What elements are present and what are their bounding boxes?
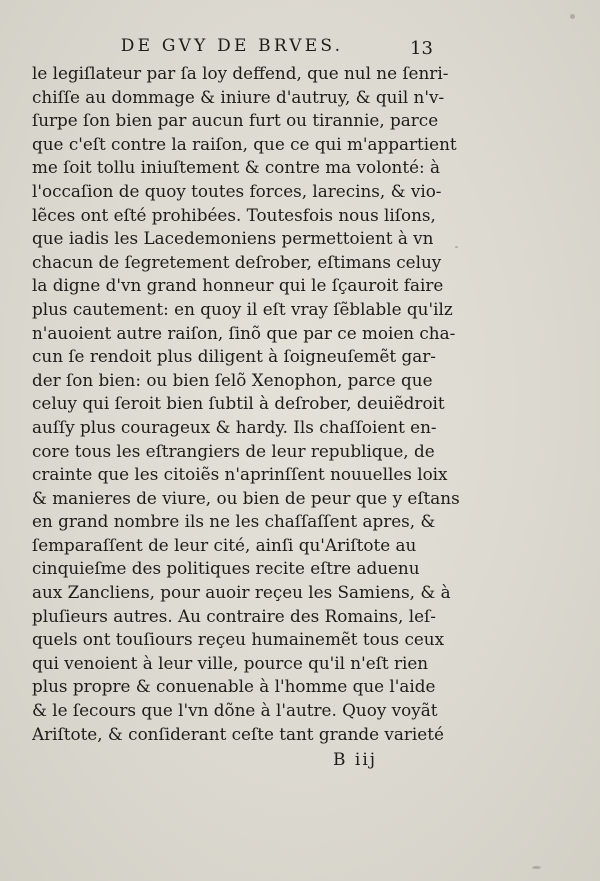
text-line: que c'eſt contre la raiſon, que ce qui m'appartient (32, 133, 457, 154)
text-line: plus cautement: en quoy il eſt vray ſẽblable qu'ilz (32, 298, 453, 319)
text-line: chacun de ſegretement deſrober, eſtimans celuy (32, 251, 442, 272)
text-line: que iadis les Lacedemoniens permettoient à vn (32, 228, 434, 249)
text-line: plus propre & conuenable à l'homme que l'aide (32, 676, 436, 697)
page-number: 13 (410, 38, 433, 59)
text-line: qui venoient à leur ville, pource qu'il n'eſt rien (32, 652, 429, 673)
text-line: crainte que les citoiẽs n'aprinſſent nouuelles loix (32, 464, 448, 485)
text-line: me ſoit tollu iniuſtement & contre ma volonté: à (32, 157, 441, 178)
paper-speck (532, 866, 541, 869)
paper-speck (455, 246, 458, 248)
text-line: & le ſecours que l'vn dõne à l'autre. Quoy voyãt (32, 700, 438, 721)
text-line: der ſon bien: ou bien ſelõ Xenophon, parce que (32, 369, 433, 390)
text-line: ſemparaſſent de leur cité, ainſi qu'Ariſtote au (32, 534, 417, 555)
text-line: Ariſtote, & conſiderant ceſte tant grande varieté (32, 723, 444, 744)
paper-speck (570, 14, 575, 19)
text-line: le legiſlateur par ſa loy deffend, que nul ne ſenri- (32, 63, 449, 83)
body-text (32, 62, 472, 746)
text-line: l'occaſion de quoy toutes forces, larecins, & vio- (32, 180, 442, 201)
text-line: quels ont touſiours reçeu humainemẽt tous ceux (32, 629, 445, 650)
text-line: ſurpe ſon bien par aucun furt ou tirannie, parce (32, 110, 439, 131)
text-line: celuy qui ſeroit bien ſubtil à deſrober, deuiẽdroit (32, 393, 445, 414)
text-line: lẽces ont eſté prohibées. Toutesfois nous liſons, (32, 204, 436, 225)
signature-mark: B iij (333, 750, 378, 770)
text-line: chiſſe au dommage & iniure d'autruy, & quil n'v- (32, 86, 445, 107)
text-line: aux Zancliens, pour auoir reçeu les Samiens, & à (32, 582, 451, 603)
text-line: cun ſe rendoit plus diligent à ſoigneuſemẽt gar- (32, 346, 436, 367)
running-title: DE GVY DE BRVES. (120, 36, 344, 56)
text-line: core tous les eſtrangiers de leur republique, de (32, 440, 435, 461)
text-line: la digne d'vn grand honneur qui le ſçauroit faire (32, 275, 444, 296)
text-line: auſſy plus courageux & hardy. Ils chaſſoient en- (32, 416, 437, 437)
text-line: pluſieurs autres. Au contraire des Romains, leſ- (32, 605, 436, 626)
text-line: en grand nombre ils ne les chaſſaſſent apres, & (32, 511, 436, 532)
text-line: n'auoient autre raiſon, ſinõ que par ce moien cha- (32, 322, 456, 343)
text-line: & manieres de viure, ou bien de peur que y eſtans (32, 487, 460, 508)
text-line: cinquieſme des politiques recite eſtre aduenu (32, 558, 420, 579)
